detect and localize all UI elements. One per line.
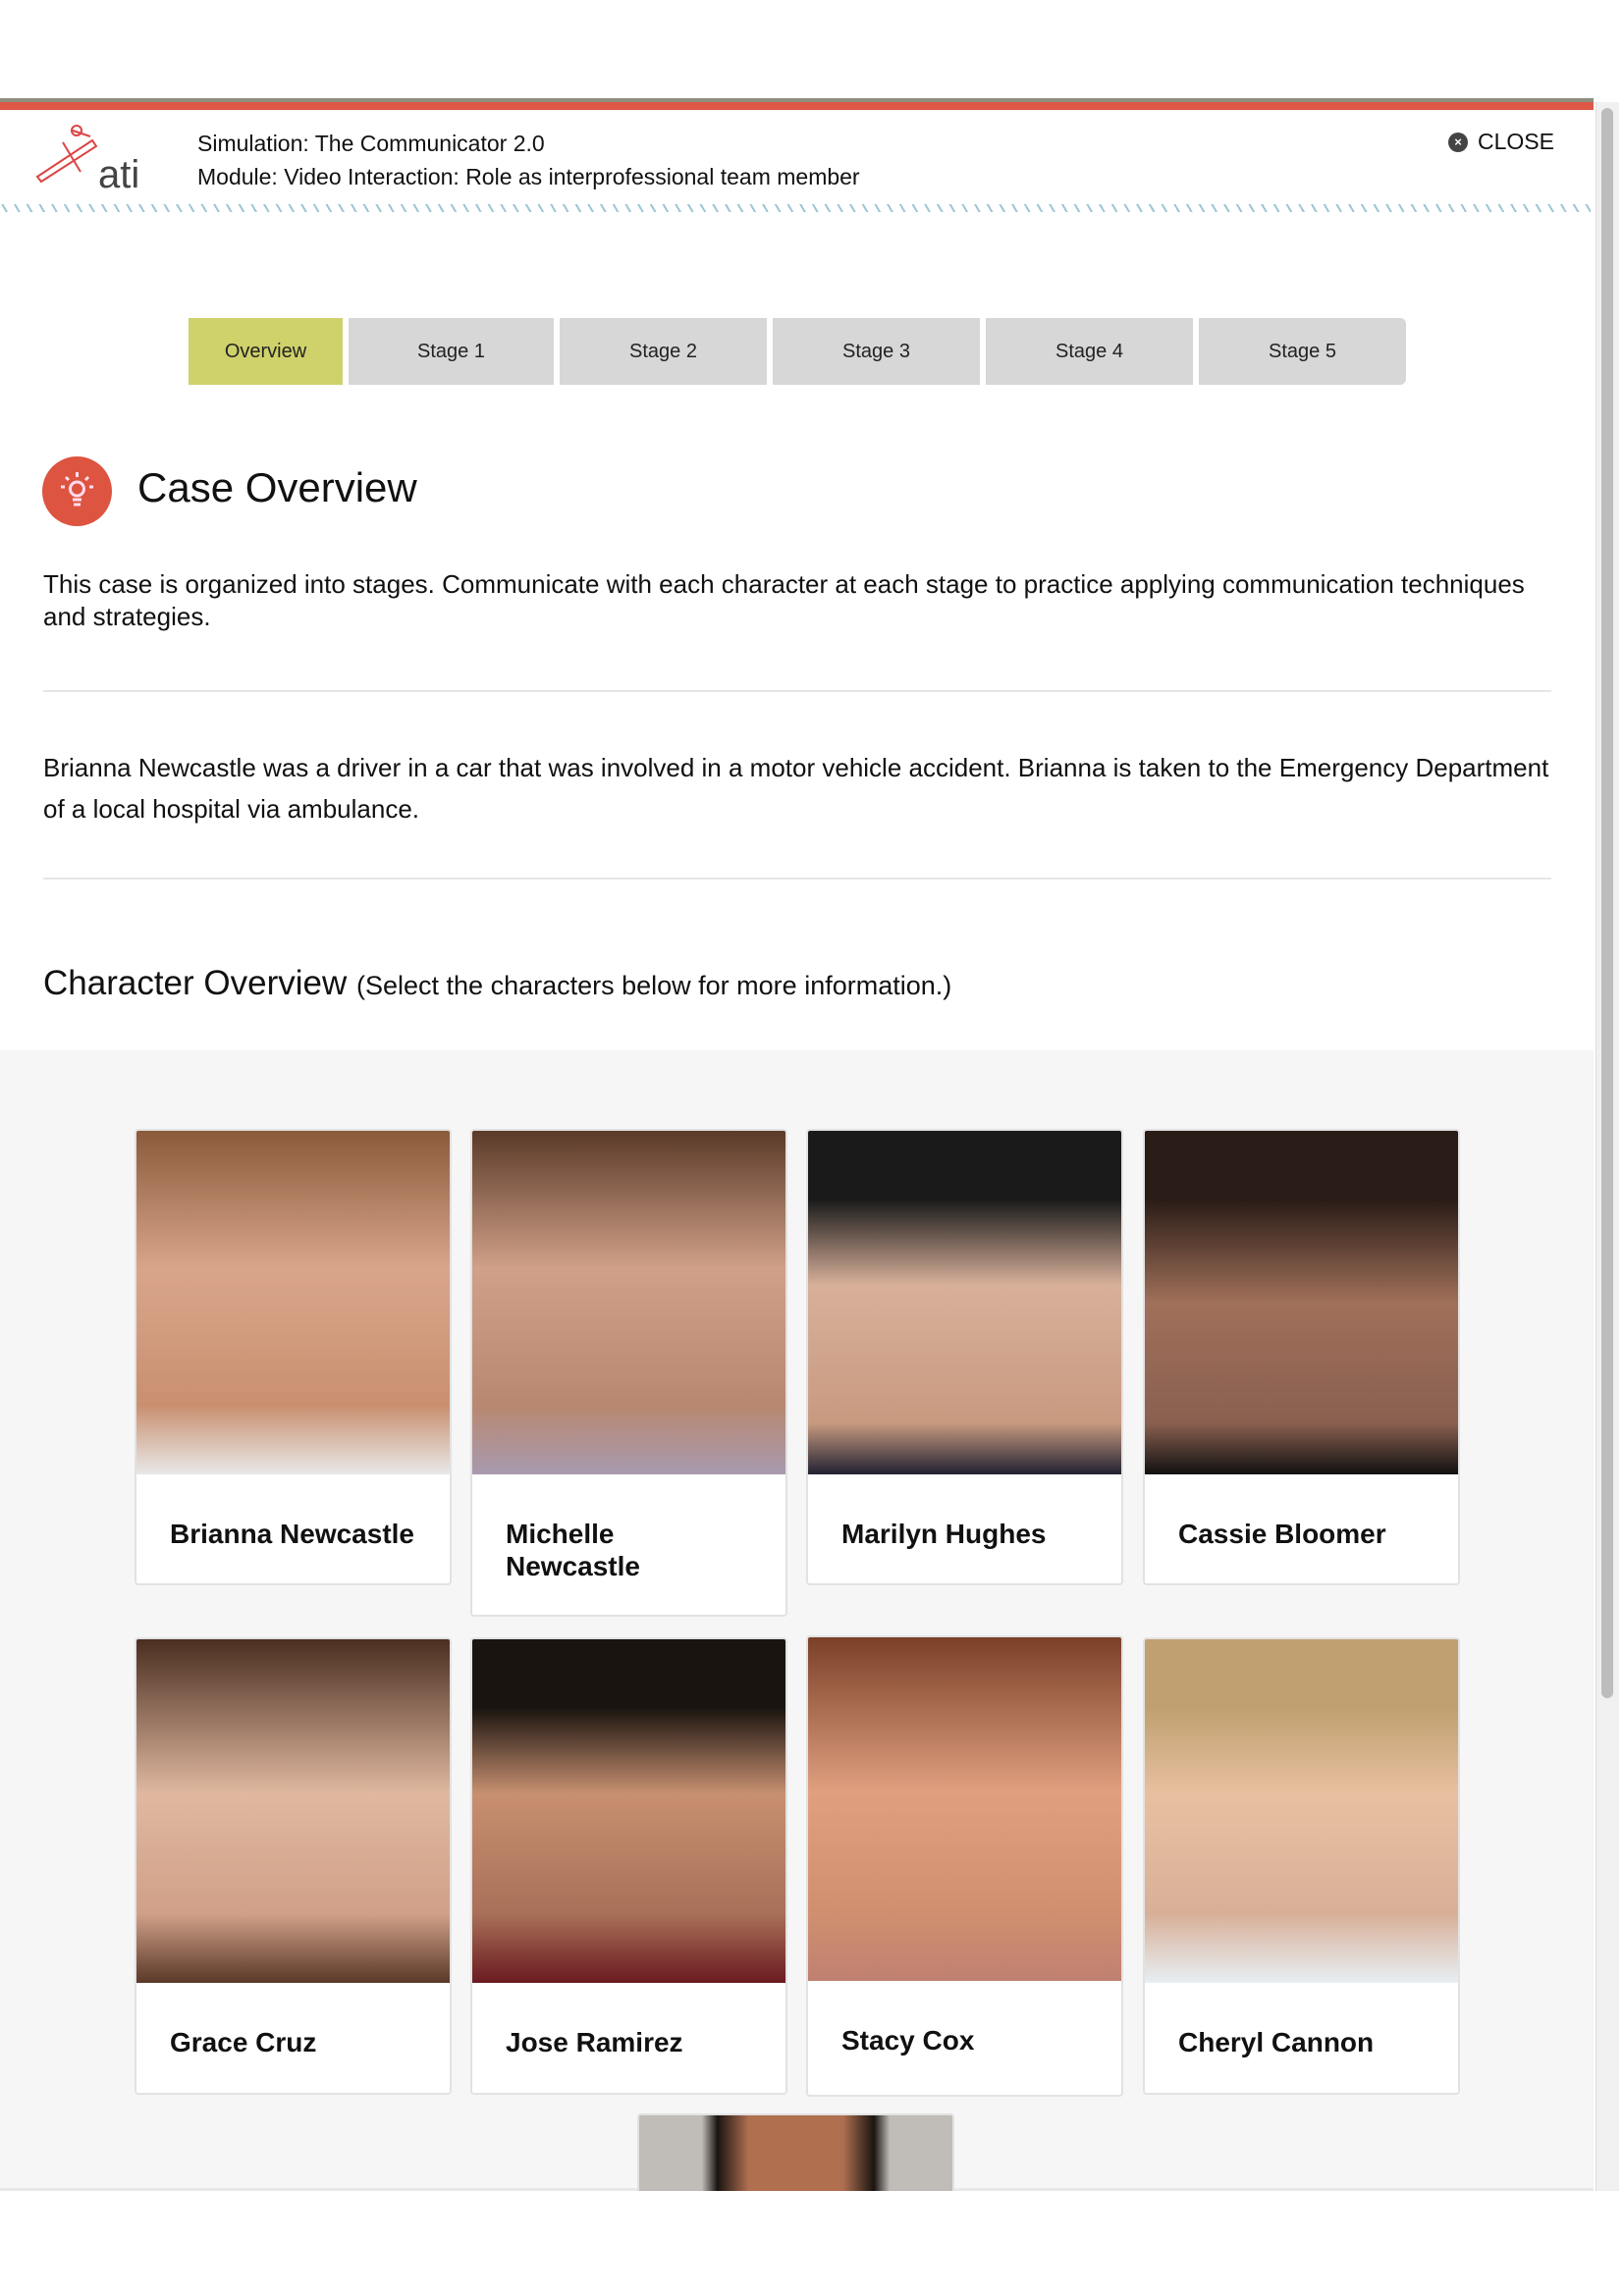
character-photo xyxy=(808,1637,1121,1981)
character-name: Stacy Cox xyxy=(841,2025,975,2056)
header-divider xyxy=(0,204,1591,212)
close-label: CLOSE xyxy=(1478,129,1554,154)
character-name: Grace Cruz xyxy=(170,2027,317,2057)
character-name: Marilyn Hughes xyxy=(841,1519,1047,1549)
character-card[interactable] xyxy=(1143,1129,1460,1585)
character-photo xyxy=(136,1131,450,1474)
close-icon: × xyxy=(1448,133,1468,152)
ati-logo xyxy=(33,123,161,191)
case-intro: This case is organized into stages. Communicate with each character at each stage to practice applying communication techniques and strategies. xyxy=(43,569,1525,631)
tab-stage-2[interactable]: Stage 2 xyxy=(560,318,767,385)
tab-stage-3[interactable]: Stage 3 xyxy=(773,318,980,385)
character-card[interactable] xyxy=(637,2113,954,2191)
character-card[interactable] xyxy=(135,1129,452,1585)
lightbulb-icon xyxy=(42,456,112,526)
divider xyxy=(43,878,1551,880)
tab-stage-1[interactable]: Stage 1 xyxy=(349,318,554,385)
case-scenario: Brianna Newcastle was a driver in a car that was involved in a motor vehicle accident. Brianna is taken to the Emergency Department of a local hospital via ambulance. xyxy=(43,753,1549,824)
character-photo xyxy=(808,1131,1121,1474)
character-overview-heading xyxy=(43,964,951,1003)
tab-overview[interactable]: Overview xyxy=(189,318,343,385)
character-name: Cassie Bloomer xyxy=(1178,1519,1386,1549)
scrollbar-thumb[interactable] xyxy=(1601,108,1613,1698)
svg-text:ati: ati xyxy=(98,153,140,191)
character-name: Cheryl Cannon xyxy=(1178,2027,1375,2057)
character-card[interactable] xyxy=(1143,1637,1460,2095)
simulation-title: Simulation: The Communicator 2.0 xyxy=(197,131,545,156)
section-title: Character Overview xyxy=(43,964,348,1002)
tab-stage-5[interactable]: Stage 5 xyxy=(1199,318,1406,385)
accent-bar xyxy=(0,102,1594,110)
character-card[interactable] xyxy=(806,1129,1123,1585)
module-title: Module: Video Interaction: Role as interprofessional team member xyxy=(197,164,860,189)
character-name: Jose Ramirez xyxy=(506,2027,683,2057)
character-photo xyxy=(472,1131,785,1474)
character-card[interactable] xyxy=(470,1637,787,2095)
page-title: Case Overview xyxy=(137,464,417,510)
character-name: Brianna Newcastle xyxy=(170,1519,414,1549)
character-card[interactable] xyxy=(806,1635,1123,2097)
section-hint: (Select the characters below for more information.) xyxy=(356,971,952,1000)
character-card[interactable] xyxy=(135,1637,452,2095)
character-photo xyxy=(1145,1639,1458,1983)
divider xyxy=(43,690,1551,692)
stage-tabs xyxy=(189,318,1406,385)
character-photo xyxy=(472,1639,785,1983)
character-photo xyxy=(1145,1131,1458,1474)
close-button[interactable] xyxy=(1448,129,1554,155)
tab-stage-4[interactable]: Stage 4 xyxy=(986,318,1193,385)
character-card[interactable] xyxy=(470,1129,787,1617)
character-photo xyxy=(136,1639,450,1983)
character-name: Michelle Newcastle xyxy=(506,1519,640,1581)
